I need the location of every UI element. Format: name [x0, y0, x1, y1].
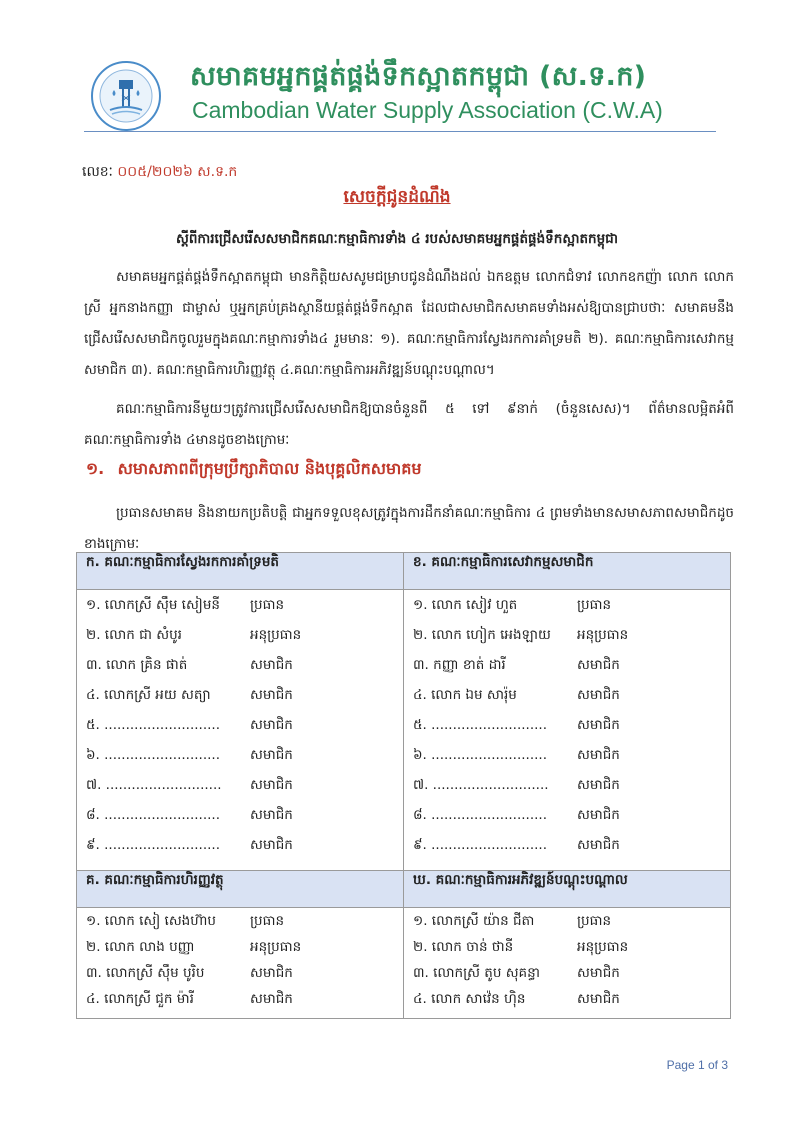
member-role: សមាជិក — [250, 807, 293, 823]
member-row — [413, 680, 730, 710]
member-name: ៨. ........................... — [86, 807, 221, 823]
committee-b-title: ខ. គណៈកម្មាធិការសេវាកម្មសមាជិក — [404, 553, 731, 590]
member-row — [413, 650, 730, 680]
table-header-row — [77, 553, 731, 590]
member-role: សមាជិក — [250, 991, 293, 1007]
member-role: សមាជិក — [577, 657, 620, 673]
member-row — [413, 590, 730, 620]
member-name: ៣. កញ្ញា ខាត់ ដារី — [413, 657, 506, 673]
member-name: ៤. លោកស្រី អយ សត្យា — [86, 687, 211, 703]
committee-c-members — [77, 908, 404, 1019]
notice-subject: ស្តីពីការជ្រើសរើសសមាជិកគណៈកម្មាធិការទាំង ៤ របស់សមាគមអ្នកផ្គត់ផ្គង់ទឹកស្អាតកម្ពុជា — [175, 231, 619, 247]
member-row — [86, 800, 403, 830]
member-role: ប្រធាន — [577, 597, 612, 613]
reference-number — [82, 162, 237, 183]
member-name: ៥. ........................... — [413, 717, 548, 733]
member-row — [86, 590, 403, 620]
member-role: សមាជិក — [250, 657, 293, 673]
table-row — [77, 590, 731, 871]
leadership-paragraph-text: ប្រធានសមាគម និងនាយកប្រតិបត្តិ ជាអ្នកទទួលខុសត្រូវក្នុងការដឹកនាំគណៈកម្មាធិការ ៤ ព្រមទាំងមានសមាសភាពសមាជិកដូចខាងក្រោមៈ — [84, 505, 734, 552]
member-name: ១. លោក សៀ សេងហ៊ាប — [86, 913, 216, 929]
member-role: សមាជិក — [250, 717, 293, 733]
water-tower-logo-icon — [90, 60, 162, 132]
member-row — [413, 620, 730, 650]
member-role: សមាជិក — [577, 777, 620, 793]
member-name: ១. លោក សៀវ ហួត — [413, 597, 518, 613]
member-role: សមាជិក — [577, 687, 620, 703]
table-row — [77, 908, 731, 1019]
member-name: ៤. លោក សាវ៉េន ហ៊ិន — [413, 991, 526, 1007]
member-role: សមាជិក — [577, 807, 620, 823]
section-number: ១. — [86, 459, 105, 478]
member-name: ៦. ........................... — [413, 747, 548, 763]
member-row — [413, 710, 730, 740]
committee-d-title: ឃ. គណៈកម្មាធិការអភិវឌ្ឍន៍បណ្តុះបណ្តាល — [404, 871, 731, 908]
member-row — [86, 986, 403, 1012]
member-role: អនុប្រធាន — [250, 627, 302, 643]
member-row — [86, 620, 403, 650]
member-role: សមាជិក — [250, 965, 293, 981]
member-name: ៩. ........................... — [86, 837, 221, 853]
member-role: ប្រធាន — [577, 913, 612, 929]
member-row — [413, 986, 730, 1012]
member-name: ៣. លោកស្រី តូប សុគន្ធា — [413, 965, 540, 981]
member-row — [86, 770, 403, 800]
member-role: សមាជិក — [577, 837, 620, 853]
member-role: សមាជិក — [577, 991, 620, 1007]
member-role: សមាជិក — [250, 687, 293, 703]
member-role: ប្រធាន — [250, 597, 285, 613]
committee-a-members — [77, 590, 404, 871]
member-row — [413, 740, 730, 770]
committee-size-text: គណៈកម្មាធិការនីមួយៗត្រូវការជ្រើសរើសសមាជិកឱ្យបានចំនួនពី ៥ ទៅ ៩នាក់ (ចំនួនសេស)។ ព័ត៌មានលម្អិតអំពីគណៈកម្មាធិការទាំង ៤មានដូចខាងក្រោមៈ — [84, 401, 734, 448]
member-name: ៥. ........................... — [86, 717, 221, 733]
member-row — [413, 830, 730, 860]
reference-label: លេខៈ — [82, 164, 113, 180]
member-role: សមាជិក — [250, 777, 293, 793]
member-role: អនុប្រធាន — [250, 939, 302, 955]
notice-title: សេចក្តីជូនដំណឹង — [343, 187, 451, 207]
member-name: ១. លោកស្រី យ៉ាន ជីតា — [413, 913, 535, 929]
reference-value: ០០៥/២០២៦ ស.ទ.ក — [117, 164, 238, 180]
member-row — [413, 908, 730, 934]
member-role: សមាជិក — [577, 965, 620, 981]
member-name: ២. លោក ជា សំបូរ — [86, 627, 182, 643]
committee-table — [76, 552, 731, 1019]
member-name: ២. លោក ចាន់ ថានី — [413, 939, 514, 955]
member-row — [413, 960, 730, 986]
committee-size-paragraph — [84, 394, 734, 456]
member-name: ៩. ........................... — [413, 837, 548, 853]
member-name: ៨. ........................... — [413, 807, 548, 823]
org-name-english: Cambodian Water Supply Association (C.W.A) — [192, 97, 663, 123]
committee-b-members — [404, 590, 731, 871]
member-name: ៣. លោកស្រី ស៊ឹម បូរិប — [86, 965, 205, 981]
committee-c-title: គ. គណៈកម្មាធិការហិរញ្ញវត្ថុ — [77, 871, 404, 908]
member-name: ៤. លោកស្រី ជួក ម៉ារី — [86, 991, 194, 1007]
member-row — [413, 800, 730, 830]
leadership-paragraph — [84, 498, 734, 560]
intro-paragraph-text: សមាគមអ្នកផ្គត់ផ្គង់ទឹកស្អាតកម្ពុជា មានកិត្តិយសសូមជម្រាបជូនដំណឹងដល់ ឯកឧត្តម លោកជំទាវ លោកឧកញ៉ា លោក លោកស្រី អ្នកនាងកញ្ញា ជាម្ចាស់ ឬអ្នកគ្រប់គ្រងស្ថានីយផ្គត់ផ្គង់ទឹកស្អាត ដែលជាសមាជិកសមាគមទាំងអស់ឱ្យបានជ្រាបថាៈ សមាគមនឹងជ្រើសរើសសមាជិកចូលរួមក្នុងគណៈកម្មាការទាំង៤ រួមមានៈ ១). គណៈកម្មាធិការស្វែងរកការគាំទ្រមតិ ២). គណៈកម្មាធិការសេវាកម្មសមាជិក ៣). គណៈកម្មាធិការហិរញ្ញវត្ថុ ៤.គណៈកម្មាធិការអភិវឌ្ឍន៍បណ្តុះបណ្តាល។ — [84, 269, 734, 378]
member-name: ៤. លោក ឯម សារ៉ុម — [413, 687, 517, 703]
member-row — [86, 710, 403, 740]
member-row — [86, 680, 403, 710]
member-name: ៣. លោក គ្រិន ផាត់ — [86, 657, 188, 673]
member-row — [86, 908, 403, 934]
member-role: សមាជិក — [250, 747, 293, 763]
member-row — [86, 960, 403, 986]
member-row — [86, 650, 403, 680]
member-role: សមាជិក — [577, 747, 620, 763]
member-role: អនុប្រធាន — [577, 627, 629, 643]
member-name: ១. លោកស្រី ស៊ឹម សៀមនី — [86, 597, 220, 613]
member-role: ប្រធាន — [250, 913, 285, 929]
member-name: ៧. ........................... — [86, 777, 222, 793]
header-divider — [84, 131, 716, 132]
intro-paragraph — [84, 262, 734, 386]
member-row — [86, 934, 403, 960]
member-role: សមាជិក — [250, 837, 293, 853]
org-name-khmer: សមាគមអ្នកផ្គត់ផ្គង់ទឹកស្អាតកម្ពុជា (ស.ទ.ក) — [190, 61, 647, 92]
section-title: សមាសភាពពីក្រុមប្រឹក្សាភិបាល និងបុគ្គលិកសមាគម — [117, 459, 422, 478]
table-header-row — [77, 871, 731, 908]
section-heading — [86, 458, 422, 482]
member-name: ៧. ........................... — [413, 777, 549, 793]
page-number: Page 1 of 3 — [666, 1058, 728, 1072]
committee-d-members — [404, 908, 731, 1019]
member-role: សមាជិក — [577, 717, 620, 733]
member-row — [86, 740, 403, 770]
committee-a-title: ក. គណៈកម្មាធិការស្វែងរកការគាំទ្រមតិ — [77, 553, 404, 590]
member-row — [413, 770, 730, 800]
member-role: អនុប្រធាន — [577, 939, 629, 955]
member-row — [413, 934, 730, 960]
cwa-logo — [90, 60, 162, 132]
member-name: ២. លោក លាង បញ្ញា — [86, 939, 195, 955]
member-row — [86, 830, 403, 860]
member-name: ២. លោក ហៀក អេងឡាយ — [413, 627, 551, 643]
member-name: ៦. ........................... — [86, 747, 221, 763]
